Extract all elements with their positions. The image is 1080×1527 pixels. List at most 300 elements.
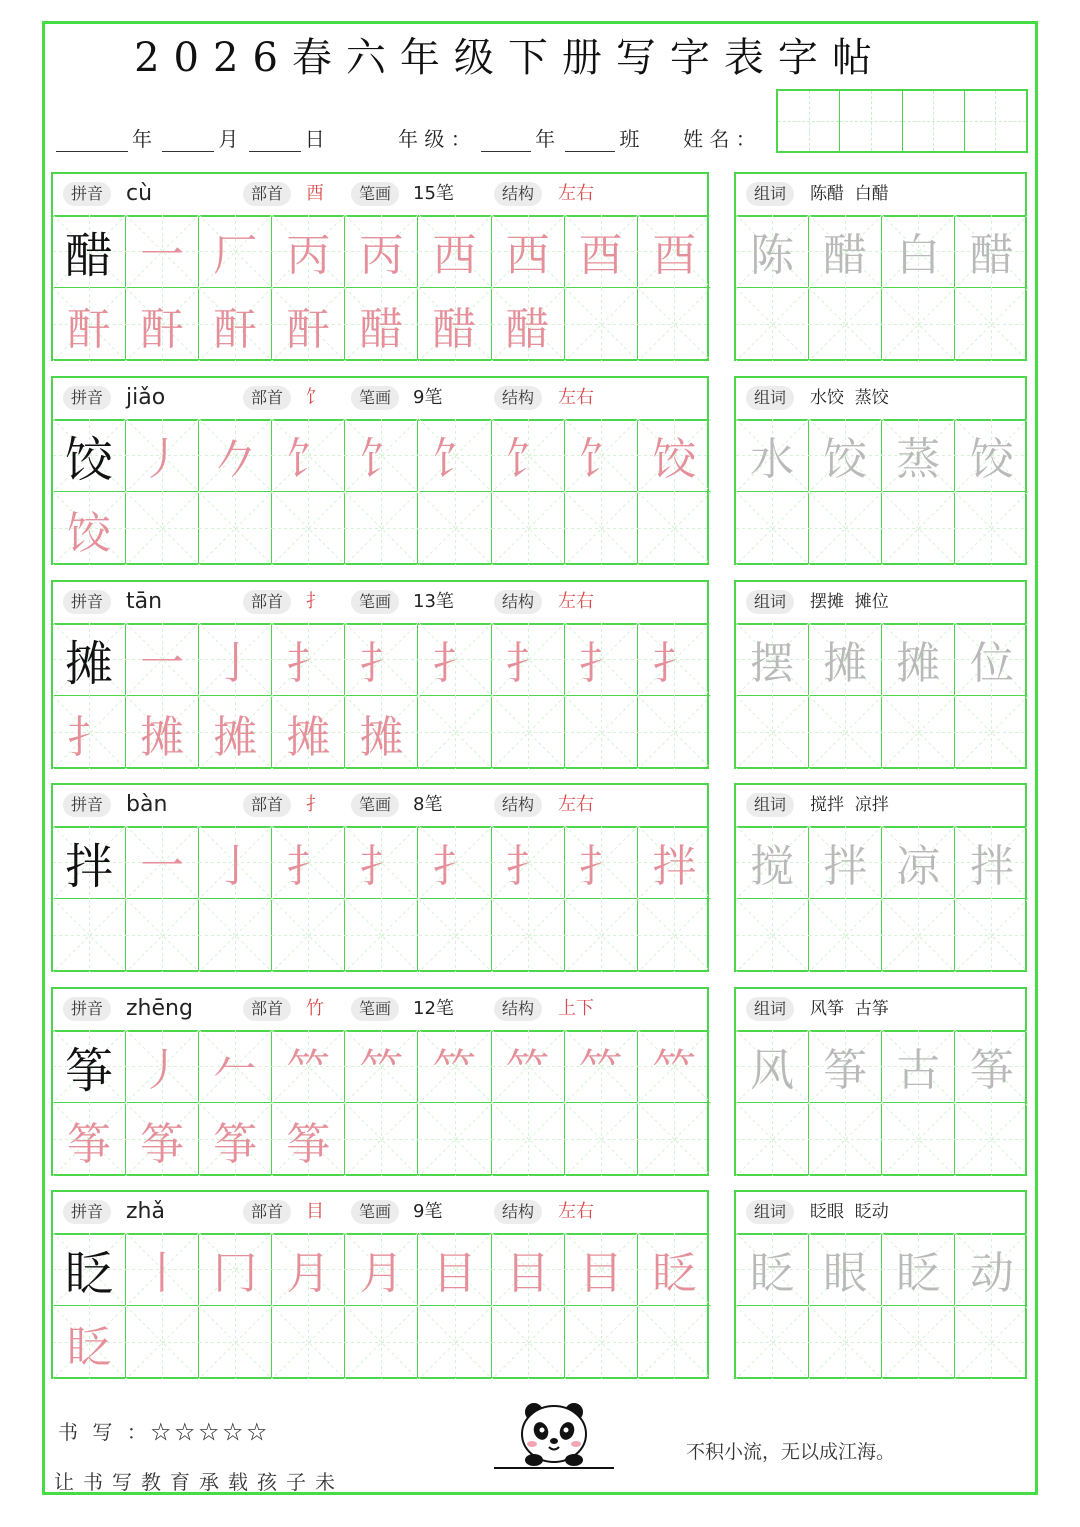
tian-grid-guide <box>638 899 711 972</box>
stroke-step-character: 𥫗 <box>286 1045 331 1096</box>
word-trace-character: 白 <box>896 230 941 281</box>
word-practice-cell[interactable] <box>955 215 1028 288</box>
practice-cell[interactable] <box>53 826 126 899</box>
word-practice-cell[interactable] <box>809 826 882 899</box>
word-practice-cell[interactable] <box>736 419 809 492</box>
practice-cell[interactable] <box>419 1306 492 1379</box>
word-practice-cell[interactable] <box>809 1306 882 1379</box>
practice-cell[interactable] <box>345 1306 418 1379</box>
practice-cell[interactable] <box>199 492 272 565</box>
practice-cell[interactable] <box>272 288 345 361</box>
tian-grid-guide <box>736 696 809 769</box>
practice-cell[interactable] <box>272 215 345 288</box>
practice-cell[interactable] <box>53 899 126 972</box>
practice-cell[interactable] <box>419 623 492 696</box>
practice-cell[interactable] <box>345 1030 418 1103</box>
stroke-step-character: 扌 <box>652 638 697 689</box>
word-practice-cell[interactable] <box>736 215 809 288</box>
practice-cell[interactable] <box>53 1103 126 1176</box>
practice-cell[interactable] <box>565 492 638 565</box>
tian-grid-guide <box>492 1306 565 1379</box>
practice-cell[interactable] <box>419 215 492 288</box>
word-practice-cell[interactable] <box>809 623 882 696</box>
stroke-order-block <box>51 376 709 565</box>
practice-cell[interactable] <box>272 899 345 972</box>
word-block-header <box>736 989 1025 1032</box>
pinyin-tag: 拼音 <box>63 793 111 817</box>
word-practice-cell[interactable] <box>882 288 955 361</box>
word-practice-cell[interactable] <box>736 1306 809 1379</box>
practice-cell[interactable] <box>638 1030 711 1103</box>
practice-cell[interactable] <box>53 623 126 696</box>
practice-cell[interactable] <box>565 419 638 492</box>
practice-cell[interactable] <box>199 1306 272 1379</box>
practice-cell[interactable] <box>53 215 126 288</box>
practice-cell[interactable] <box>345 1103 418 1176</box>
structure-tag: 结构 <box>494 590 542 614</box>
stroke-step-character: 亅 <box>213 841 258 892</box>
word-practice-cell[interactable] <box>955 492 1028 565</box>
tian-grid-guide <box>126 899 199 972</box>
practice-cell[interactable] <box>638 288 711 361</box>
practice-cell[interactable] <box>492 623 565 696</box>
practice-cell[interactable] <box>345 288 418 361</box>
stroke-step-character: 摊 <box>286 711 331 763</box>
strokes-tag: 笔画 <box>351 590 399 614</box>
tian-grid-guide <box>126 492 199 565</box>
practice-cell[interactable] <box>419 288 492 361</box>
word-practice-cell[interactable] <box>955 696 1028 769</box>
practice-cell[interactable] <box>199 899 272 972</box>
practice-cell[interactable] <box>126 288 199 361</box>
practice-cell[interactable] <box>565 826 638 899</box>
word-practice-cell[interactable] <box>882 1030 955 1103</box>
word-trace-character: 饺 <box>969 434 1014 485</box>
practice-cell[interactable] <box>419 1103 492 1176</box>
radical-tag: 部首 <box>243 793 291 817</box>
stroke-step-character: 𥫗 <box>432 1045 477 1096</box>
name-label: 姓 名 ： <box>683 127 756 151</box>
practice-cell[interactable] <box>199 215 272 288</box>
practice-cell[interactable] <box>492 1233 565 1306</box>
practice-cell[interactable] <box>199 419 272 492</box>
structure-value: 左右 <box>558 794 594 815</box>
practice-cell[interactable] <box>53 1306 126 1379</box>
practice-cell[interactable] <box>199 826 272 899</box>
practice-cell[interactable] <box>345 215 418 288</box>
tian-grid-guide <box>345 1306 418 1379</box>
stroke-step-character: 目 <box>578 1248 623 1299</box>
tian-grid-guide <box>736 288 809 361</box>
word-practice-cell[interactable] <box>882 1103 955 1176</box>
practice-cell[interactable] <box>126 1306 199 1379</box>
structure-tag: 结构 <box>494 386 542 410</box>
stroke-order-block <box>51 987 709 1176</box>
model-character: 拌 <box>65 838 114 895</box>
name-cell[interactable] <box>778 91 840 151</box>
word-practice-cell[interactable] <box>809 696 882 769</box>
strokes-value: 9笔 <box>413 387 443 408</box>
practice-cell[interactable] <box>126 419 199 492</box>
word-practice-cell[interactable] <box>736 899 809 972</box>
practice-cell[interactable] <box>638 1103 711 1176</box>
word-trace-character: 饺 <box>823 434 868 485</box>
practice-cell[interactable] <box>492 288 565 361</box>
slogan: 让书写教育承载孩子未 <box>54 1470 344 1494</box>
stroke-step-character: 冂 <box>213 1248 258 1299</box>
practice-cell[interactable] <box>419 1030 492 1103</box>
practice-cell[interactable] <box>419 899 492 972</box>
practice-cell[interactable] <box>492 899 565 972</box>
writing-rating: 书 写 ：☆☆☆☆☆ <box>58 1420 271 1444</box>
practice-cell[interactable] <box>272 1306 345 1379</box>
tian-grid-guide <box>882 492 955 565</box>
stroke-step-character: 酐 <box>67 303 112 355</box>
structure-value: 左右 <box>558 183 594 204</box>
stroke-step-character: 𥫗 <box>578 1045 623 1096</box>
tian-grid-guide <box>492 1103 565 1176</box>
practice-cell[interactable] <box>272 1103 345 1176</box>
word-practice-cell[interactable] <box>955 1103 1028 1176</box>
word-practice-cell[interactable] <box>809 215 882 288</box>
structure-value: 左右 <box>558 1201 594 1222</box>
pinyin-tag: 拼音 <box>63 997 111 1021</box>
practice-cell[interactable] <box>345 826 418 899</box>
word-practice-cell[interactable] <box>955 1306 1028 1379</box>
practice-cell[interactable] <box>126 215 199 288</box>
word-practice-cell[interactable] <box>736 1233 809 1306</box>
words-value: 陈醋 白醋 <box>810 184 889 204</box>
word-block-header <box>736 1192 1025 1235</box>
stroke-step-character: 醋 <box>505 303 550 355</box>
word-trace-character: 摆 <box>750 638 795 689</box>
practice-cell[interactable] <box>345 492 418 565</box>
word-practice-cell[interactable] <box>882 899 955 972</box>
page-title: 2026春六年级下册写字表字帖 <box>134 35 886 81</box>
practice-cell[interactable] <box>345 899 418 972</box>
radical-tag: 部首 <box>243 590 291 614</box>
tian-grid-guide <box>126 1306 199 1379</box>
tian-grid-guide <box>565 1103 638 1176</box>
block-header <box>53 785 707 828</box>
radical-tag: 部首 <box>243 182 291 206</box>
tian-grid-guide <box>492 492 565 565</box>
structure-tag: 结构 <box>494 1200 542 1224</box>
practice-cell[interactable] <box>126 696 199 769</box>
practice-cell[interactable] <box>126 1233 199 1306</box>
practice-cell[interactable] <box>199 1233 272 1306</box>
stroke-order-block <box>51 783 709 972</box>
word-practice-cell[interactable] <box>882 1233 955 1306</box>
practice-cell[interactable] <box>565 899 638 972</box>
practice-cell[interactable] <box>492 1030 565 1103</box>
tian-grid-guide <box>882 696 955 769</box>
practice-cell[interactable] <box>126 492 199 565</box>
word-trace-character: 凉 <box>896 841 941 892</box>
word-trace-character: 眨 <box>750 1248 795 1299</box>
practice-cell[interactable] <box>565 1103 638 1176</box>
practice-cell[interactable] <box>565 1233 638 1306</box>
name-input-box[interactable] <box>776 89 1028 153</box>
stroke-step-character: 丙 <box>286 230 331 281</box>
stroke-step-character: 眨 <box>67 1321 112 1373</box>
practice-cell[interactable] <box>492 215 565 288</box>
practice-cell[interactable] <box>565 1030 638 1103</box>
stroke-step-character: 亅 <box>213 638 258 689</box>
stroke-step-character: 筝 <box>213 1118 258 1170</box>
word-practice-cell[interactable] <box>736 1030 809 1103</box>
practice-cell[interactable] <box>272 1030 345 1103</box>
word-practice-cell[interactable] <box>809 1233 882 1306</box>
practice-cell[interactable] <box>419 696 492 769</box>
word-trace-character: 古 <box>896 1045 941 1096</box>
practice-cell[interactable] <box>199 623 272 696</box>
practice-cell[interactable] <box>272 1233 345 1306</box>
practice-cell[interactable] <box>53 1233 126 1306</box>
word-practice-cell[interactable] <box>736 696 809 769</box>
stroke-step-character: 𠂊 <box>213 434 258 485</box>
block-header <box>53 174 707 217</box>
word-practice-cell[interactable] <box>809 288 882 361</box>
word-trace-character: 风 <box>750 1045 795 1096</box>
practice-cell[interactable] <box>126 623 199 696</box>
practice-cell[interactable] <box>492 1306 565 1379</box>
practice-cell[interactable] <box>199 696 272 769</box>
pinyin-tag: 拼音 <box>63 182 111 206</box>
stroke-step-character: 目 <box>432 1248 477 1299</box>
radical-value: 目 <box>306 1201 324 1222</box>
tian-grid-guide <box>736 1306 809 1379</box>
tian-grid-guide <box>53 899 126 972</box>
practice-cell[interactable] <box>638 899 711 972</box>
practice-cell[interactable] <box>345 1233 418 1306</box>
tian-grid-guide <box>565 1306 638 1379</box>
practice-cell[interactable] <box>419 1233 492 1306</box>
word-practice-cell[interactable] <box>736 623 809 696</box>
word-practice-cell[interactable] <box>955 899 1028 972</box>
tian-grid-guide <box>882 288 955 361</box>
word-practice-cell[interactable] <box>955 1030 1028 1103</box>
tian-grid-guide <box>492 899 565 972</box>
word-block-header <box>736 378 1025 421</box>
word-block <box>734 376 1027 565</box>
radical-tag: 部首 <box>243 997 291 1021</box>
practice-cell[interactable] <box>345 623 418 696</box>
tian-grid-guide <box>272 899 345 972</box>
date-line <box>52 123 325 153</box>
strokes-value: 9笔 <box>413 1201 443 1222</box>
tian-grid-guide <box>199 1306 272 1379</box>
word-practice-cell[interactable] <box>955 1233 1028 1306</box>
tian-grid-guide <box>955 696 1028 769</box>
practice-cell[interactable] <box>53 288 126 361</box>
word-practice-cell[interactable] <box>882 1306 955 1379</box>
tian-grid-guide <box>638 1306 711 1379</box>
tian-grid-guide <box>809 696 882 769</box>
name-cell[interactable] <box>965 91 1026 151</box>
practice-cell[interactable] <box>272 492 345 565</box>
word-trace-character: 筝 <box>969 1045 1014 1096</box>
radical-value: 饣 <box>306 387 324 408</box>
tian-grid-guide <box>955 288 1028 361</box>
practice-cell[interactable] <box>126 899 199 972</box>
practice-cell[interactable] <box>565 288 638 361</box>
practice-cell[interactable] <box>199 288 272 361</box>
word-practice-cell[interactable] <box>736 1103 809 1176</box>
words-value: 水饺 蒸饺 <box>810 388 889 408</box>
practice-cell[interactable] <box>638 623 711 696</box>
strokes-value: 12笔 <box>413 998 454 1019</box>
strokes-tag: 笔画 <box>351 1200 399 1224</box>
tian-grid-guide <box>882 899 955 972</box>
pinyin-value: zhǎ <box>126 1199 165 1224</box>
practice-cell[interactable] <box>638 419 711 492</box>
stroke-step-character: 丨 <box>140 1248 185 1299</box>
stroke-step-character: 𠂉 <box>213 1045 258 1096</box>
practice-cell[interactable] <box>345 696 418 769</box>
word-practice-cell[interactable] <box>882 215 955 288</box>
practice-cell[interactable] <box>126 1103 199 1176</box>
practice-cell[interactable] <box>638 696 711 769</box>
practice-cell[interactable] <box>199 1030 272 1103</box>
radical-tag: 部首 <box>243 386 291 410</box>
tian-grid-guide <box>736 899 809 972</box>
stroke-step-character: 筝 <box>140 1118 185 1170</box>
pinyin-tag: 拼音 <box>63 590 111 614</box>
year-label: 年 <box>132 127 152 151</box>
practice-cell[interactable] <box>345 419 418 492</box>
grade-class-label: 班 <box>619 127 640 151</box>
tian-grid-guide <box>419 899 492 972</box>
word-block-header <box>736 582 1025 625</box>
practice-cell[interactable] <box>565 215 638 288</box>
word-practice-cell[interactable] <box>882 826 955 899</box>
strokes-tag: 笔画 <box>351 793 399 817</box>
practice-cell[interactable] <box>638 492 711 565</box>
word-block <box>734 1190 1027 1379</box>
practice-cell[interactable] <box>53 1030 126 1103</box>
word-practice-cell[interactable] <box>809 899 882 972</box>
word-practice-cell[interactable] <box>736 826 809 899</box>
model-character: 饺 <box>65 431 114 488</box>
practice-cell[interactable] <box>638 1233 711 1306</box>
tian-grid-guide <box>272 492 345 565</box>
word-practice-cell[interactable] <box>955 419 1028 492</box>
practice-cell[interactable] <box>53 696 126 769</box>
word-practice-cell[interactable] <box>736 492 809 565</box>
word-practice-cell[interactable] <box>882 492 955 565</box>
tian-grid-guide <box>882 1306 955 1379</box>
structure-value: 上下 <box>558 998 594 1019</box>
word-trace-character: 搅 <box>750 841 795 892</box>
practice-cell[interactable] <box>419 419 492 492</box>
word-trace-character: 拌 <box>823 841 868 892</box>
word-trace-character: 醋 <box>823 230 868 281</box>
stroke-step-character: 一 <box>140 841 185 892</box>
model-character: 眨 <box>65 1245 114 1302</box>
name-cell[interactable] <box>840 91 902 151</box>
word-practice-cell[interactable] <box>736 288 809 361</box>
word-practice-cell[interactable] <box>809 419 882 492</box>
practice-cell[interactable] <box>638 826 711 899</box>
tian-grid-guide <box>272 1306 345 1379</box>
word-practice-cell[interactable] <box>955 826 1028 899</box>
tian-grid-guide <box>809 288 882 361</box>
practice-cell[interactable] <box>638 215 711 288</box>
practice-cell[interactable] <box>565 623 638 696</box>
practice-cell[interactable] <box>126 1030 199 1103</box>
tian-grid-guide <box>638 492 711 565</box>
practice-cell[interactable] <box>272 826 345 899</box>
stroke-step-character: 饣 <box>432 434 477 485</box>
practice-cell[interactable] <box>492 696 565 769</box>
stroke-step-character: 扌 <box>505 841 550 892</box>
grade-year-label: 年 <box>535 127 556 151</box>
stroke-step-character: 𥫗 <box>505 1045 550 1096</box>
structure-tag: 结构 <box>494 793 542 817</box>
practice-cell[interactable] <box>53 419 126 492</box>
word-trace-character: 眼 <box>823 1248 868 1299</box>
word-practice-cell[interactable] <box>882 419 955 492</box>
practice-cell[interactable] <box>419 492 492 565</box>
stroke-step-character: 酐 <box>286 303 331 355</box>
strokes-tag: 笔画 <box>351 182 399 206</box>
practice-cell[interactable] <box>492 492 565 565</box>
tian-grid-guide <box>882 1103 955 1176</box>
tian-grid-guide <box>565 288 638 361</box>
practice-cell[interactable] <box>492 826 565 899</box>
strokes-value: 8笔 <box>413 794 443 815</box>
stroke-step-character: 醋 <box>432 303 477 355</box>
word-practice-cell[interactable] <box>955 623 1028 696</box>
stroke-step-character: 扌 <box>432 841 477 892</box>
stroke-step-character: 眨 <box>652 1248 697 1299</box>
stroke-order-block <box>51 580 709 769</box>
word-trace-character: 陈 <box>750 230 795 281</box>
practice-cell[interactable] <box>272 419 345 492</box>
tian-grid-guide <box>638 1103 711 1176</box>
word-practice-cell[interactable] <box>809 1103 882 1176</box>
radical-tag: 部首 <box>243 1200 291 1224</box>
words-value: 眨眼 眨动 <box>810 1202 889 1222</box>
stroke-step-character: 丿 <box>140 434 185 485</box>
practice-cell[interactable] <box>272 696 345 769</box>
pinyin-value: jiǎo <box>126 385 166 410</box>
stroke-step-character: 厂 <box>213 230 258 281</box>
stroke-step-character: 目 <box>505 1248 550 1299</box>
name-cell[interactable] <box>903 91 965 151</box>
practice-cell[interactable] <box>199 1103 272 1176</box>
stroke-step-character: 饣 <box>505 434 550 485</box>
practice-cell[interactable] <box>53 492 126 565</box>
word-practice-cell[interactable] <box>882 696 955 769</box>
word-practice-cell[interactable] <box>809 492 882 565</box>
practice-cell[interactable] <box>492 419 565 492</box>
word-practice-cell[interactable] <box>809 1030 882 1103</box>
tian-grid-guide <box>955 1306 1028 1379</box>
word-practice-cell[interactable] <box>882 623 955 696</box>
practice-cell[interactable] <box>419 826 492 899</box>
practice-cell[interactable] <box>565 1306 638 1379</box>
tian-grid-guide <box>736 1103 809 1176</box>
word-practice-cell[interactable] <box>955 288 1028 361</box>
practice-cell[interactable] <box>272 623 345 696</box>
practice-cell[interactable] <box>492 1103 565 1176</box>
practice-cell[interactable] <box>126 826 199 899</box>
practice-cell[interactable] <box>638 1306 711 1379</box>
stroke-step-character: 饺 <box>652 434 697 485</box>
practice-cell[interactable] <box>565 696 638 769</box>
